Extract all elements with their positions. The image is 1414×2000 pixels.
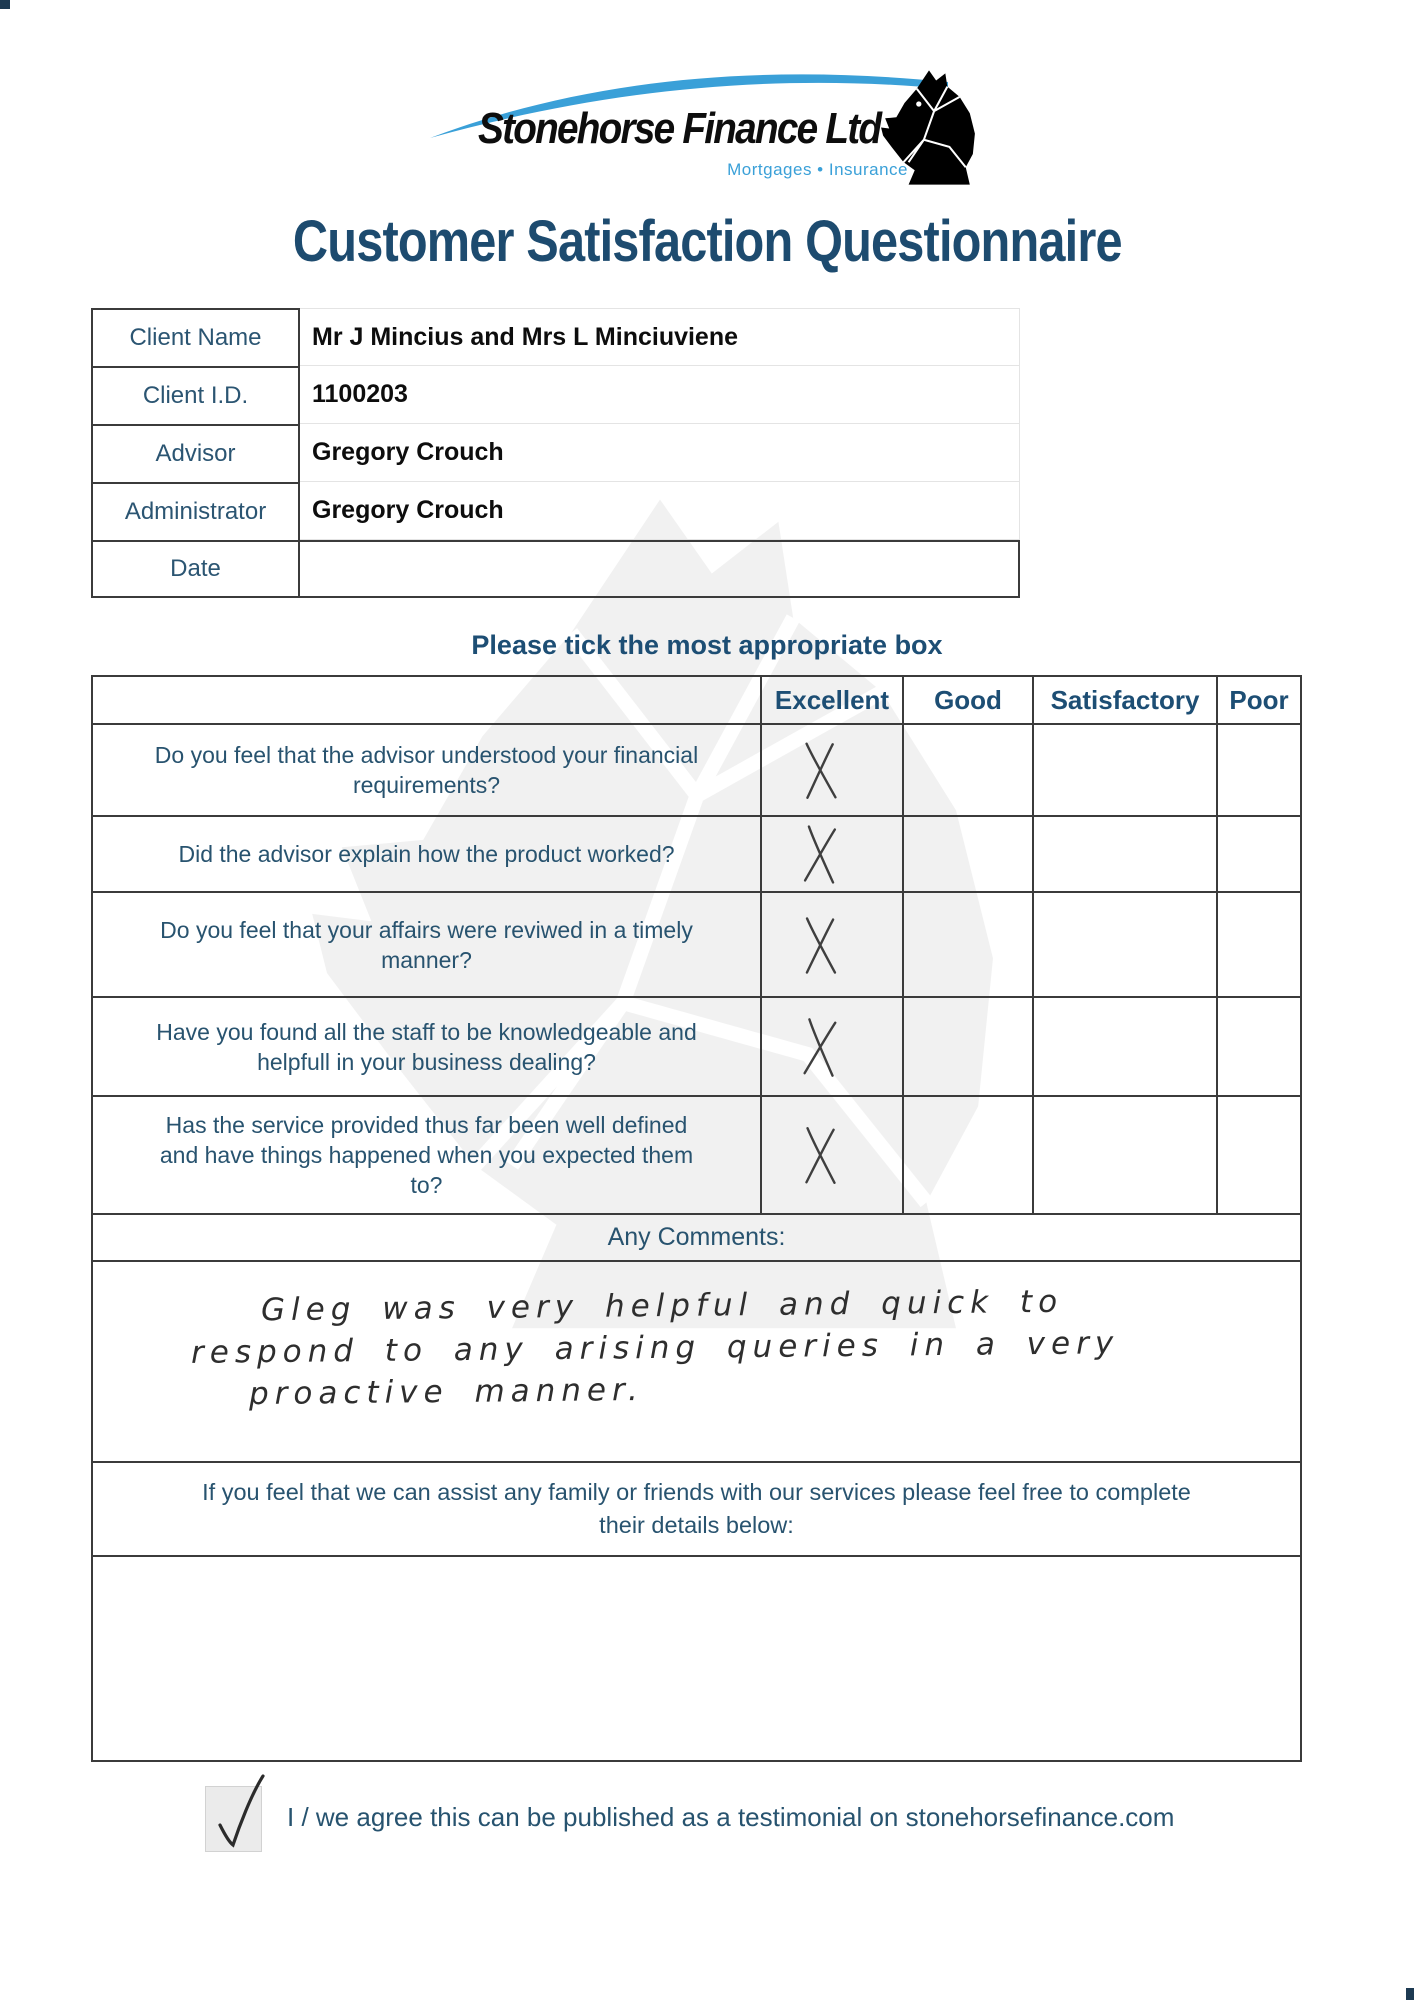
rating-cell-excellent[interactable] bbox=[761, 816, 903, 892]
rating-cell-satisfactory[interactable] bbox=[1033, 724, 1217, 816]
referral-details-row bbox=[92, 1556, 1301, 1761]
rating-cell-excellent[interactable] bbox=[761, 724, 903, 816]
handwritten-comment-line: proactive manner. bbox=[248, 1371, 644, 1413]
date-row bbox=[91, 540, 1020, 598]
date-label: Date bbox=[91, 540, 300, 598]
question-row bbox=[92, 892, 1301, 997]
rating-cell-satisfactory[interactable] bbox=[1033, 997, 1217, 1096]
client-info-table bbox=[91, 308, 1020, 598]
horse-head-icon bbox=[878, 70, 980, 188]
column-header-good: Good bbox=[903, 676, 1033, 724]
page-title: Customer Satisfaction Questionnaire bbox=[292, 209, 1122, 274]
rating-cell-excellent[interactable] bbox=[761, 1096, 903, 1214]
column-header-satisfactory: Satisfactory bbox=[1033, 676, 1217, 724]
handwritten-comment-line: Gleg was very helpful and quick to bbox=[260, 1283, 1064, 1329]
client-id-value[interactable]: 1100203 bbox=[300, 366, 1020, 424]
client-id-label: Client I.D. bbox=[91, 366, 300, 424]
question-row bbox=[92, 724, 1301, 816]
advisor-value[interactable]: Gregory Crouch bbox=[300, 424, 1020, 482]
date-value[interactable] bbox=[300, 540, 1020, 598]
question-text: Do you feel that the advisor understood your financial requirements? bbox=[154, 742, 699, 798]
question-row bbox=[92, 1096, 1301, 1214]
rating-cell-good[interactable] bbox=[903, 892, 1033, 997]
comments-box-row bbox=[92, 1261, 1301, 1462]
question-text: Has the service provided thus far been well defined and have things happened when you expected them to? bbox=[159, 1112, 694, 1198]
rating-cell-satisfactory[interactable] bbox=[1033, 1096, 1217, 1214]
rating-cell-poor[interactable] bbox=[1217, 892, 1301, 997]
client-name-label: Client Name bbox=[91, 308, 300, 366]
logo-tagline: Mortgages • Insurance bbox=[727, 160, 908, 179]
comments-label-row bbox=[92, 1214, 1301, 1261]
testimonial-tick-icon bbox=[207, 1773, 269, 1861]
question-row bbox=[92, 816, 1301, 892]
rating-cell-good[interactable] bbox=[903, 816, 1033, 892]
question-row bbox=[92, 997, 1301, 1096]
rating-header-row bbox=[92, 676, 1301, 724]
referral-prompt: If you feel that we can assist any family or friends with our services please feel free to complete their details below: bbox=[202, 1479, 1191, 1538]
rating-cell-poor[interactable] bbox=[1217, 816, 1301, 892]
rating-cell-poor[interactable] bbox=[1217, 997, 1301, 1096]
question-text: Did the advisor explain how the product worked? bbox=[178, 841, 675, 867]
referral-prompt-row bbox=[92, 1462, 1301, 1556]
rating-cell-excellent[interactable] bbox=[761, 997, 903, 1096]
rating-table bbox=[91, 675, 1302, 1762]
question-text: Have you found all the staff to be knowledgeable and helpfull in your business dealing? bbox=[156, 1018, 697, 1075]
client-name-row bbox=[91, 308, 1020, 366]
rating-cell-poor[interactable] bbox=[1217, 724, 1301, 816]
testimonial-checkbox[interactable] bbox=[205, 1786, 262, 1852]
testimonial-label: I / we agree this can be published as a testimonial on stonehorsefinance.com bbox=[287, 1802, 1175, 1832]
administrator-label: Administrator bbox=[91, 482, 300, 540]
rating-cell-poor[interactable] bbox=[1217, 1096, 1301, 1214]
tick-instruction: Please tick the most appropriate box bbox=[471, 630, 943, 660]
column-header-excellent: Excellent bbox=[761, 676, 903, 724]
logo-company-name: Stonehorse Finance Ltd bbox=[478, 104, 881, 153]
client-id-row bbox=[91, 366, 1020, 424]
advisor-row bbox=[91, 424, 1020, 482]
advisor-label: Advisor bbox=[91, 424, 300, 482]
question-text: Do you feel that your affairs were reviwed in a timely manner? bbox=[160, 916, 693, 973]
rating-cell-good[interactable] bbox=[903, 997, 1033, 1096]
column-header-poor: Poor bbox=[1217, 676, 1301, 724]
page-corner-mark-bottom-right bbox=[1406, 1988, 1414, 2000]
rating-cell-satisfactory[interactable] bbox=[1033, 816, 1217, 892]
administrator-row bbox=[91, 482, 1020, 540]
question-column-header bbox=[92, 676, 761, 724]
rating-cell-satisfactory[interactable] bbox=[1033, 892, 1217, 997]
rating-cell-good[interactable] bbox=[903, 724, 1033, 816]
handwritten-comment-line: respond to any arising queries in a very bbox=[190, 1325, 1120, 1371]
page-corner-mark-top-left bbox=[0, 0, 10, 9]
client-name-value[interactable]: Mr J Mincius and Mrs L Minciuviene bbox=[300, 308, 1020, 366]
comments-label: Any Comments: bbox=[92, 1214, 1301, 1261]
administrator-value[interactable]: Gregory Crouch bbox=[300, 482, 1020, 540]
rating-cell-excellent[interactable] bbox=[761, 892, 903, 997]
referral-details-box[interactable] bbox=[92, 1556, 1301, 1761]
comments-box[interactable] bbox=[92, 1261, 1301, 1462]
rating-cell-good[interactable] bbox=[903, 1096, 1033, 1214]
